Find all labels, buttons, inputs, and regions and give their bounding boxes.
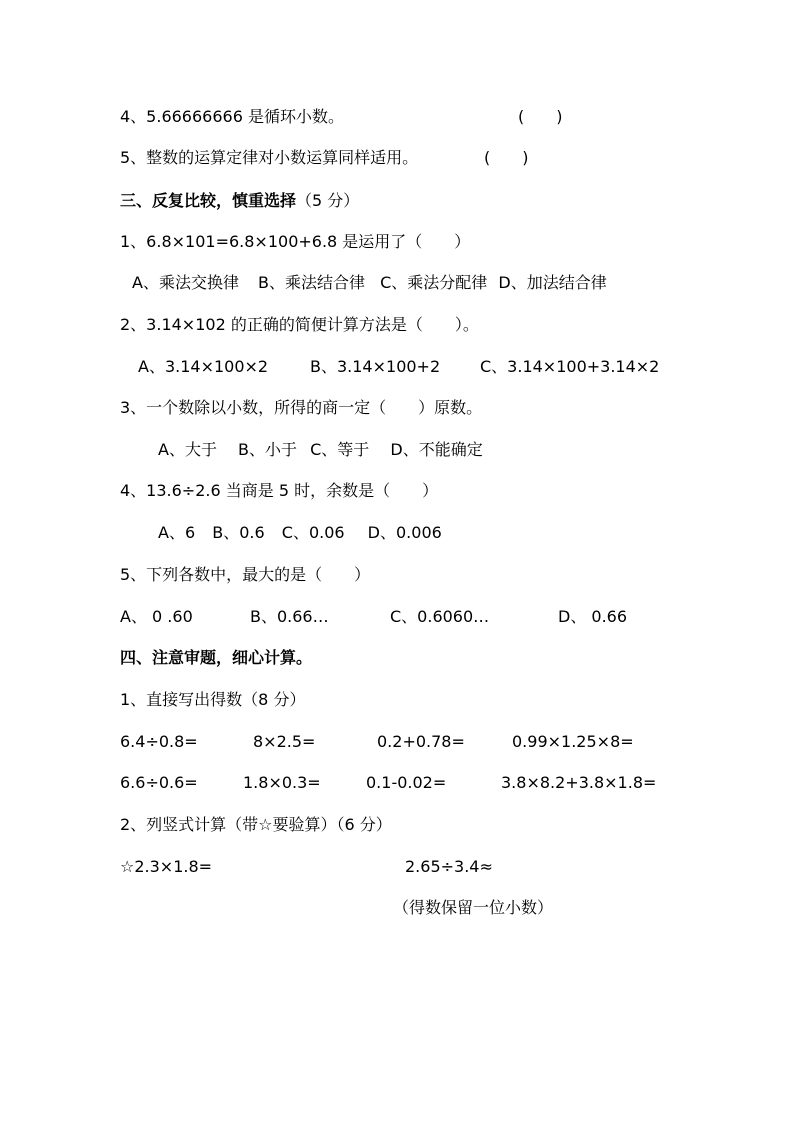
tf-item-4-text: 4、5.66666666 是循环小数。 xyxy=(120,107,344,126)
choice-q4-option-a[interactable]: A、6 xyxy=(158,523,196,542)
oral-calc-2-1: 6.6÷0.6= xyxy=(120,773,198,792)
choice-q4-option-d[interactable]: D、0.006 xyxy=(367,523,442,542)
tf-item-5 xyxy=(120,147,418,169)
choice-q3-options xyxy=(158,439,483,461)
rounding-note: （得数保留一位小数） xyxy=(393,898,554,917)
section-3-points: （5 分） xyxy=(296,191,360,210)
choice-q2-stem: 2、3.14×102 的正确的简便计算方法是（ ）。 xyxy=(120,315,479,334)
choice-q5-option-a[interactable]: A、 0 .60 xyxy=(120,607,193,626)
vertical-calc-1: ☆2.3×1.8= xyxy=(120,857,213,876)
choice-q1-stem: 1、6.8×101=6.8×100+6.8 是运用了（ ） xyxy=(120,232,471,251)
tf-item-4-answer-blank[interactable] xyxy=(518,106,563,128)
choice-q4-stem: 4、13.6÷2.6 当商是 5 时，余数是（ ） xyxy=(120,481,439,500)
choice-q3-option-a[interactable]: A、大于 xyxy=(158,440,217,459)
calc-part-1-heading: 1、直接写出得数（8 分） xyxy=(120,690,306,709)
choice-q4-option-c[interactable]: C、0.06 xyxy=(281,523,345,542)
choice-q3-option-b[interactable]: B、小于 xyxy=(238,440,298,459)
choice-q4-options xyxy=(158,522,442,544)
choice-q2-option-a[interactable]: A、3.14×100×2 xyxy=(138,357,269,376)
choice-q4-option-b[interactable]: B、0.6 xyxy=(212,523,265,542)
oral-calc-1-3: 0.2+0.78= xyxy=(377,732,465,751)
tf-item-4 xyxy=(120,106,344,128)
tf-item-5-text: 5、整数的运算定律对小数运算同样适用。 xyxy=(120,148,419,167)
choice-q2-option-c[interactable]: C、3.14×100+3.14×2 xyxy=(480,357,660,376)
section-3-heading xyxy=(120,190,359,212)
section-4-title: 四、注意审题，细心计算。 xyxy=(120,648,313,667)
choice-q5-option-c[interactable]: C、0.6060… xyxy=(390,607,490,626)
choice-q1-option-b[interactable]: B、乘法结合律 xyxy=(258,273,366,292)
oral-calc-1-2: 8×2.5= xyxy=(253,732,316,751)
choice-q1-option-c[interactable]: C、乘法分配律 xyxy=(380,273,488,292)
tf-item-5-answer-blank[interactable] xyxy=(484,147,529,169)
oral-calc-1-1: 6.4÷0.8= xyxy=(120,732,198,751)
choice-q2-option-b[interactable]: B、3.14×100+2 xyxy=(310,357,441,376)
choice-q3-option-d[interactable]: D、不能确定 xyxy=(390,440,483,459)
choice-q1-option-d[interactable]: D、加法结合律 xyxy=(498,273,607,292)
answer-bracket: ( ) xyxy=(518,107,563,126)
choice-q3-stem: 3、一个数除以小数，所得的商一定（ ）原数。 xyxy=(120,398,483,417)
calc-part-2-heading: 2、列竖式计算（带☆要验算）（6 分） xyxy=(120,815,392,834)
vertical-calc-2: 2.65÷3.4≈ xyxy=(405,857,493,876)
choice-q5-option-b[interactable]: B、0.66… xyxy=(250,607,329,626)
answer-bracket: ( ) xyxy=(484,148,529,167)
choice-q5-stem: 5、下列各数中，最大的是（ ） xyxy=(120,565,371,584)
oral-calc-1-4: 0.99×1.25×8= xyxy=(512,732,634,751)
choice-q1-options xyxy=(132,272,607,294)
oral-calc-2-4: 3.8×8.2+3.8×1.8= xyxy=(501,773,657,792)
choice-q1-option-a[interactable]: A、乘法交换律 xyxy=(132,273,239,292)
section-3-title: 三、反复比较，慎重选择 xyxy=(120,191,297,210)
choice-q3-option-c[interactable]: C、等于 xyxy=(310,440,370,459)
oral-calc-2-2: 1.8×0.3= xyxy=(243,773,321,792)
choice-q5-option-d[interactable]: D、 0.66 xyxy=(558,607,628,626)
oral-calc-2-3: 0.1-0.02= xyxy=(366,773,447,792)
